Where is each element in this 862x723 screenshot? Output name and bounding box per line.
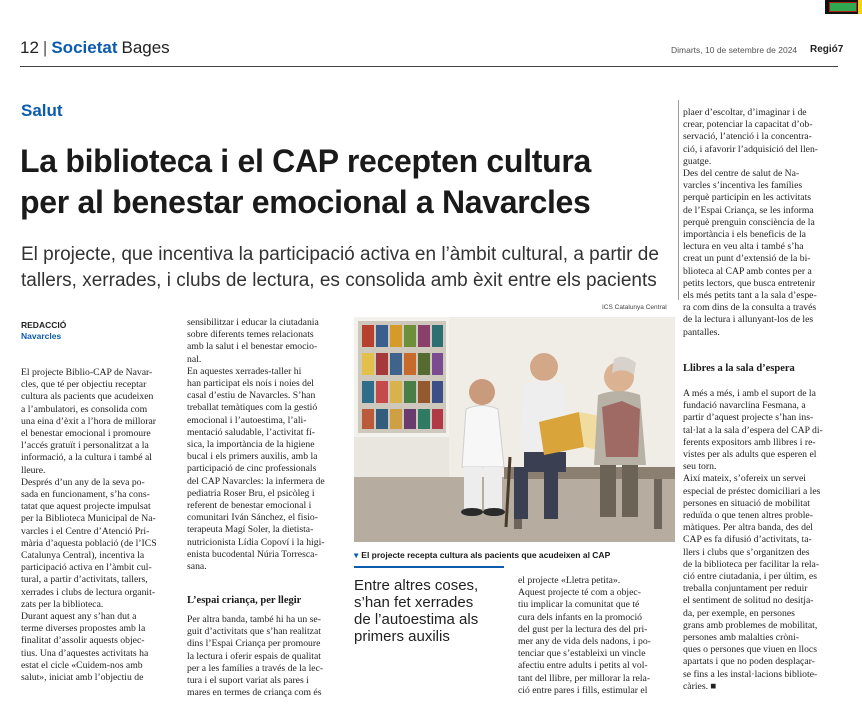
body-text-line: fundació navarclina Fesmana, a (683, 400, 806, 412)
body-text-line: sensibilitzar i educar la ciutadania (187, 317, 319, 328)
body-text-line: CAP es fa difusió d’activitats, ta- (683, 534, 812, 546)
byline-place: Navarcles (21, 331, 62, 341)
body-text-line: tius. Una d’aquestes activitats ha (21, 647, 149, 659)
subhead-espai-crianca: L’espai criança, per llegir (187, 595, 302, 606)
body-text-line: finalitat d’assolir aquests objec- (21, 635, 145, 647)
body-text-line: sobre diferents temes relacionats (187, 329, 314, 341)
body-text-line: ques o persones que viuen en llocs (683, 644, 817, 656)
body-text-line: guit d’activitats que s’han realitzat (187, 626, 321, 638)
body-text-line: una eina d’èxit a l’hora de millorar (21, 415, 157, 427)
body-text-line: creat un punt d’extensió de la bi- (683, 253, 811, 265)
body-text-line: plaer d’escoltar, d’imaginar i de (683, 107, 807, 118)
body-text-line: se fins a les instal·lacions bibliote- (683, 668, 818, 680)
page-number: 12 (20, 38, 39, 57)
body-text-line: informació, a la cultura i també al (21, 452, 152, 464)
header-rule (20, 66, 838, 67)
body-text-line: el sentiment de solitud no desitja- (683, 595, 814, 607)
body-text-line: ció, i afavorir l’adquisició del llen- (683, 143, 819, 155)
body-text-line: per a les famílies a través de la lec- (187, 662, 324, 674)
body-text-line: els més petits tant a la sala d’espe- (683, 290, 817, 302)
body-text-line: Des del centre de salut de Na- (683, 168, 800, 180)
body-text-line: Així mateix, s’ofereix un servei (683, 473, 806, 485)
body-text-line: de la biblioteca per facilitar la rela- (683, 558, 820, 570)
body-column-5 (683, 107, 839, 339)
body-text-line: varcles s’incentiva les famílies (683, 180, 803, 192)
pullquote-line: s’han fet xerrades (354, 594, 474, 611)
body-text-line: enista bucodental Núria Torresca- (187, 548, 318, 560)
body-column-1 (21, 367, 175, 684)
subhead-llibres-sala-espera: Llibres a la sala d’espera (683, 363, 795, 374)
body-text-line: per la Biblioteca Municipal de Na- (21, 513, 156, 525)
body-text-line: nutricionista Lídia Copoví i la higi- (187, 536, 325, 548)
body-text-line: emocional i l’autoestima, l’ali- (187, 414, 307, 426)
body-text-line: cultura als pacients que acudeixen (21, 391, 154, 403)
body-text-line: mària d’aquesta població (de l’ICS (21, 537, 157, 549)
body-text-line: de la lectura i allunyant-los de les (683, 314, 814, 326)
body-text-line: servació, l’atenció i la concentra- (683, 131, 812, 143)
body-text-line: tenciar que s’estableixi un vincle (518, 648, 646, 660)
pullquote-line: primers auxilis (354, 628, 450, 645)
body-text-line: lleure. (21, 464, 46, 476)
body-text-line: ra com dins de la consulta a través (683, 302, 817, 314)
body-text-line: han participat els nois i noies del (187, 378, 314, 390)
body-text-line: especial de préstec domiciliari a les (683, 485, 821, 497)
photo-caption (354, 550, 610, 561)
photo-credit: ICS Catalunya Central (602, 304, 667, 311)
body-text-line: afectiu entre adults i petits al vol- (518, 660, 648, 672)
pullquote-line: de l’autoestima als (354, 611, 479, 628)
body-column-2-continued (187, 614, 342, 699)
body-text-line: blioteca al CAP amb contes per a (683, 265, 812, 277)
body-text-line: sica, la importància de la higiene (187, 439, 315, 451)
column-rule (678, 100, 679, 300)
body-text-line: El projecte Biblio-CAP de Navar- (21, 367, 153, 378)
headline-line: per al benestar emocional a Navarcles (20, 184, 591, 220)
body-text-line: tal·lat a la sala d’espera del CAP di- (683, 424, 823, 436)
section-label (20, 38, 170, 58)
article-standfirst (21, 242, 681, 294)
body-text-line: estat el cicle «Cuidem-nos amb (21, 659, 143, 671)
body-text-line: cura dels infants en la promoció (518, 611, 643, 623)
body-text-line: ferents expositors amb llibres i re- (683, 436, 816, 448)
body-text-line: mer any de vida dels nadons, i po- (518, 636, 651, 648)
body-text-line: grans amb problemes de mobilitat, (683, 619, 818, 631)
body-text-line: Aquest projecte té com a objec- (518, 587, 641, 599)
body-text-line: llers i clubs que s’organitzen des (683, 546, 810, 558)
body-text-line: pantalles. (683, 326, 720, 338)
body-text-line: sada en funcionament, s’ha cons- (21, 489, 150, 501)
body-text-line: tiu implicar la comunitat que té (518, 599, 640, 611)
section-name[interactable]: Societat (51, 38, 118, 57)
standfirst-line: El projecte, que incentiva la participació activa en l’àmbit cultural, a partir de (21, 244, 659, 265)
article-headline (20, 141, 680, 223)
body-text-line: Per altra banda, també hi ha un se- (187, 614, 321, 625)
body-text-line: partir d’aquest projecte s’han ins- (683, 412, 814, 424)
body-text-line: xerrades i clubs de lectura organit- (21, 586, 156, 598)
body-text-line: referent de benestar emocional i (187, 500, 312, 512)
body-text-line: de l’Espai Criança, se les informa (683, 204, 814, 216)
body-text-line: tant del llibre, per millorar la rela- (518, 672, 651, 684)
page-header (0, 0, 862, 70)
body-text-line: participació de cinc professionals (187, 463, 317, 475)
body-text-line: a l’ambulatori, es consolida com (21, 403, 148, 415)
body-text-line: apartats i que no poden desplaçar- (683, 656, 815, 668)
body-text-line: Després d’un any de la seva po- (21, 476, 145, 488)
byline (21, 320, 66, 342)
body-text-line: tatat que aquest projecte impulsat (21, 501, 151, 513)
body-text-line: cles, que té per objectiu receptar (21, 379, 147, 391)
body-column-2 (187, 317, 342, 573)
body-text-line: Durant aquest any s’han dut a (21, 611, 137, 623)
body-text-line: nal. (187, 353, 202, 365)
body-text-line: seu torn. (683, 461, 717, 473)
headline-line: La biblioteca i el CAP recepten cultura (20, 143, 591, 179)
body-column-4 (518, 575, 674, 697)
body-text-line: treballat temàtiques com la gestió (187, 402, 318, 414)
body-text-line: treballa conjuntament per reduir (683, 583, 808, 595)
body-text-line: zats per la biblioteca. (21, 598, 104, 610)
body-text-line: terme diverses propostes amb la (21, 623, 146, 635)
body-text-line: la lectura i oferir espais de qualitat (187, 650, 321, 662)
body-text-line: amb la salut i el benestar emocio- (187, 341, 318, 353)
body-text-line: casal d’estiu de Navarcles. S’han (187, 390, 316, 402)
body-text-line: importància i els beneficis de la (683, 229, 806, 241)
body-text-line: ció entre pares i fills, estimular el (518, 684, 648, 696)
body-text-line: mares en termes de criança com és (187, 687, 322, 699)
pullquote-rule (354, 566, 504, 568)
body-text-line: En aquestes xerrades-taller hi (187, 365, 302, 377)
caption-triangle-icon: ▾ (354, 550, 359, 560)
body-text-line: el projecte «Lletra petita». (518, 575, 621, 586)
body-text-line: persones en situació de mobilitat (683, 497, 810, 509)
body-text-line: ció entre ciutadania, i per últim, es (683, 571, 817, 583)
body-text-line: perquè prenguin consciència de la (683, 216, 815, 228)
body-text-line: dins l’Espai Criança per promoure (187, 638, 321, 650)
article-photo (354, 317, 675, 542)
body-text-line: perquè participin en les activitats (683, 192, 812, 204)
body-text-line: salut», iniciat amb l’objectiu de (21, 672, 144, 684)
body-text-line: del CAP Navarcles: la infermera de (187, 475, 325, 487)
photo-illustration (354, 317, 675, 542)
body-text-line: lectura en veu alta i també s’ha (683, 241, 804, 253)
body-text-line: persones amb malalties cròni- (683, 632, 799, 644)
pull-quote (354, 577, 504, 645)
body-text-line: terapeuta Magí Soler, la dietista- (187, 524, 314, 536)
body-text-line: Catalunya Central), incentiva la (21, 550, 145, 562)
subsection-name[interactable]: Bages (121, 38, 170, 57)
book-shelf (358, 321, 446, 433)
body-text-line: petits lectors, que busca entretenir (683, 277, 816, 289)
body-text-line: crear, potenciar la capacitat d’ob- (683, 119, 813, 131)
body-text-line: guatge. (683, 155, 712, 167)
body-text-line: participació activa en l’àmbit cul- (21, 562, 152, 574)
body-text-line: pediatria Roser Bru, el psicòleg i (187, 487, 315, 499)
body-text-line: varcles i el Centre d’Atenció Pri- (21, 525, 150, 537)
body-text-line: del gust per la lectura des del pri- (518, 623, 648, 635)
body-column-5-continued (683, 388, 839, 693)
body-text-line: vistes per als adults que esperen el (683, 449, 817, 461)
standfirst-line: tallers, xerrades, i clubs de lectura, es consolida amb èxit entre els pacients (21, 270, 657, 291)
body-text-line: reduïda o que tenen altres proble- (683, 510, 813, 522)
body-text-line: comunitari Iván Sánchez, el fisio- (187, 512, 319, 524)
newspaper-brand: Regió7 (810, 44, 844, 55)
byline-author: REDACCIÓ (21, 320, 67, 330)
header-separator: | (42, 38, 48, 57)
body-text-line: l’accés gratuït i personalitzat a la (21, 440, 149, 452)
body-text-line: sana. (187, 561, 207, 573)
body-text-line: màtiques. Per altra banda, des del (683, 522, 813, 534)
body-text-line: càries. ■ (683, 680, 717, 692)
pullquote-line: Entre altres coses, (354, 577, 479, 594)
body-text-line: tural, a partir d’activitats, tallers, (21, 574, 148, 586)
caption-text: El projecte recepta cultura als pacients que acudeixen al CAP (361, 550, 611, 560)
body-text-line: A més a més, i amb el suport de la (683, 388, 816, 399)
body-text-line: tura i el suport variat als pares i (187, 675, 309, 687)
body-text-line: mentació saludable, l’activitat fí- (187, 426, 316, 438)
article-kicker: Salut (21, 101, 63, 120)
body-text-line: da, per exemple, en persones (683, 607, 795, 619)
issue-date: Dimarts, 10 de setembre de 2024 (671, 45, 798, 55)
body-text-line: el benestar emocional i promoure (21, 428, 151, 440)
body-text-line: bucal i els primers auxilis, amb la (187, 451, 318, 463)
